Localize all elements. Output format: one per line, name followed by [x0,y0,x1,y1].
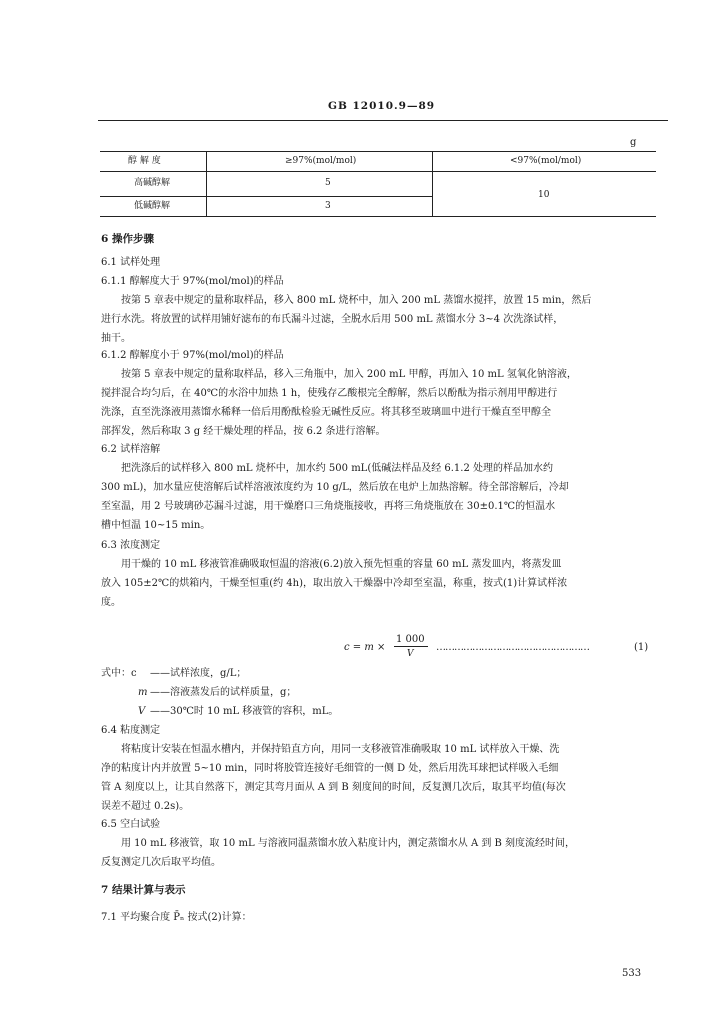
table-header-rule [100,171,656,172]
subsection-heading: 6.1 试样处理 [101,257,161,268]
text-line: 槽中恒温 10~15 min。 [101,520,211,531]
paragraph-6-1-1 [101,291,667,348]
table-vline-1 [206,151,207,216]
table-header-cell: 醇 解 度 [128,156,161,166]
subsection-heading: 6.2 试样溶解 [101,444,161,455]
text-line: 按第 5 章表中规定的量称取样品，移入 800 mL 烧杯中，加入 200 mL 蒸馏水搅拌，放置 15 min，然后 [121,295,592,306]
formula-lhs: c = m × [344,642,386,653]
where-symbol: 式中：c [101,668,137,679]
text-line: 用干燥的 10 mL 移液管准确吸取恒温的溶液(6.2)放入预先恒重的容量 60 mL 蒸发皿内，将蒸发皿 [121,559,562,570]
paragraph-6-1-2 [101,365,667,441]
where-symbol: m [138,687,148,698]
table-bottom-rule [100,216,656,217]
formula-denominator: V [407,649,414,659]
text-line: 用 10 mL 移液管，取 10 mL 与溶液同温蒸馏水放入粘度计内，测定蒸馏水从 A 到 B 刻度流经时间， [121,838,576,849]
subsection-heading: 6.5 空白试验 [101,819,161,830]
formula-number: (1) [634,642,649,653]
table-row-value: 5 [325,178,331,188]
text-line: 300 mL)，加水量应使溶解后试样溶液浓度约为 10 g/L，然后放在电炉上加热溶解。待全部溶解后，冷却 [101,482,569,493]
table-merged-value: 10 [538,190,550,200]
subsection-heading: 6.4 粘度测定 [101,725,161,736]
subsection-heading: 7.1 平均聚合度 P̄ₙ 按式(2)计算： [101,912,252,923]
unit-label: g [630,137,637,148]
text-line: 将粘度计安装在恒温水槽内，并保持铅直方向，用同一支移液管准确吸取 10 mL 试样放入干燥、洗 [121,744,560,755]
table-vline-2 [432,151,433,216]
standard-code: GB 12010.9—89 [328,100,436,112]
text-line: 部挥发，然后称取 3 g 经干燥处理的样品，按 6.2 条进行溶解。 [101,426,386,437]
subsection-heading: 6.3 浓度测定 [101,540,161,551]
where-symbol: V [138,706,146,717]
table-row-rule [100,196,432,197]
header-rule [98,120,668,121]
table-header-cell: ≥97%(mol/mol) [285,156,357,166]
subsection-heading: 6.1.1 醇解度大于 97%(mol/mol)的样品 [101,276,284,287]
text-line: 把洗涤后的试样移入 800 mL 烧杯中，加水约 500 mL(低碱法样品及经 6.1.2 处理的样品加水约 [121,463,554,474]
text-line: 误差不超过 0.2s)。 [101,801,190,812]
table-row-label: 高碱醇解 [134,178,171,188]
where-desc: ——30℃时 10 mL 移液管的容积，mL。 [150,706,339,717]
paragraph-6-4 [101,740,667,816]
text-line: 管 A 刻度以上，让其自然落下，测定其弯月面从 A 到 B 刻度间的时间，反复测几次后，取其平均值(每次 [101,782,566,793]
table-header-cell: <97%(mol/mol) [510,156,582,166]
formula-leader-dots: …………………………………………… [436,642,589,653]
paragraph-6-2 [101,459,667,535]
paragraph-6-5 [101,834,667,872]
text-line: 按第 5 章表中规定的量称取样品，移入三角瓶中，加入 200 mL 甲醇，再加入 10 mL 氢氧化钠溶液， [121,369,577,380]
page-number: 533 [622,968,642,979]
table-row-value: 3 [325,201,331,211]
text-line: 放入 105±2℃的烘箱内，干燥至恒重(约 4h)，取出放入干燥器中冷却至室温，称重，按式(1)计算试样浓 [101,578,568,589]
where-desc: ——溶液蒸发后的试样质量，g； [150,687,297,698]
fraction-bar [394,646,428,647]
formula-numerator: 1 000 [396,634,425,645]
text-line: 进行水洗。将放置的试样用铺好滤布的布氏漏斗过滤，全脱水后用 500 mL 蒸馏水分 3~4 次洗涤试样， [101,314,564,325]
subsection-heading: 6.1.2 醇解度小于 97%(mol/mol)的样品 [101,350,284,361]
table-top-rule [100,151,656,152]
text-line: 至室温，用 2 号玻璃砂芯漏斗过滤，用干燥磨口三角烧瓶接收，再将三角烧瓶放在 30±0.1℃的恒温水 [101,501,556,512]
text-line: 净的粘度计内并放置 5~10 min，同时将胶管连接好毛细管的一侧 D 处，然后用洗耳球把试样吸入毛细 [101,763,559,774]
section-heading: 6 操作步骤 [101,233,154,245]
paragraph-6-3 [101,555,667,612]
text-line: 度。 [101,597,121,608]
text-line: 抽干。 [101,333,131,344]
text-line: 洗涤，直至洗涤液用蒸馏水稀释一倍后用酚酞检验无碱性反应。将其移至玻璃皿中进行干燥直至甲醇全 [101,407,551,418]
table-row-label: 低碱醇解 [134,201,171,211]
text-line: 反复测定几次后取平均值。 [101,857,221,868]
text-line: 搅拌混合均匀后，在 40℃的水浴中加热 1 h，使残存乙酸根完全醇解，然后以酚酞为指示剂用甲醇进行 [101,388,558,399]
section-heading: 7 结果计算与表示 [101,884,186,896]
where-desc: ——试样浓度，g/L； [150,668,247,679]
